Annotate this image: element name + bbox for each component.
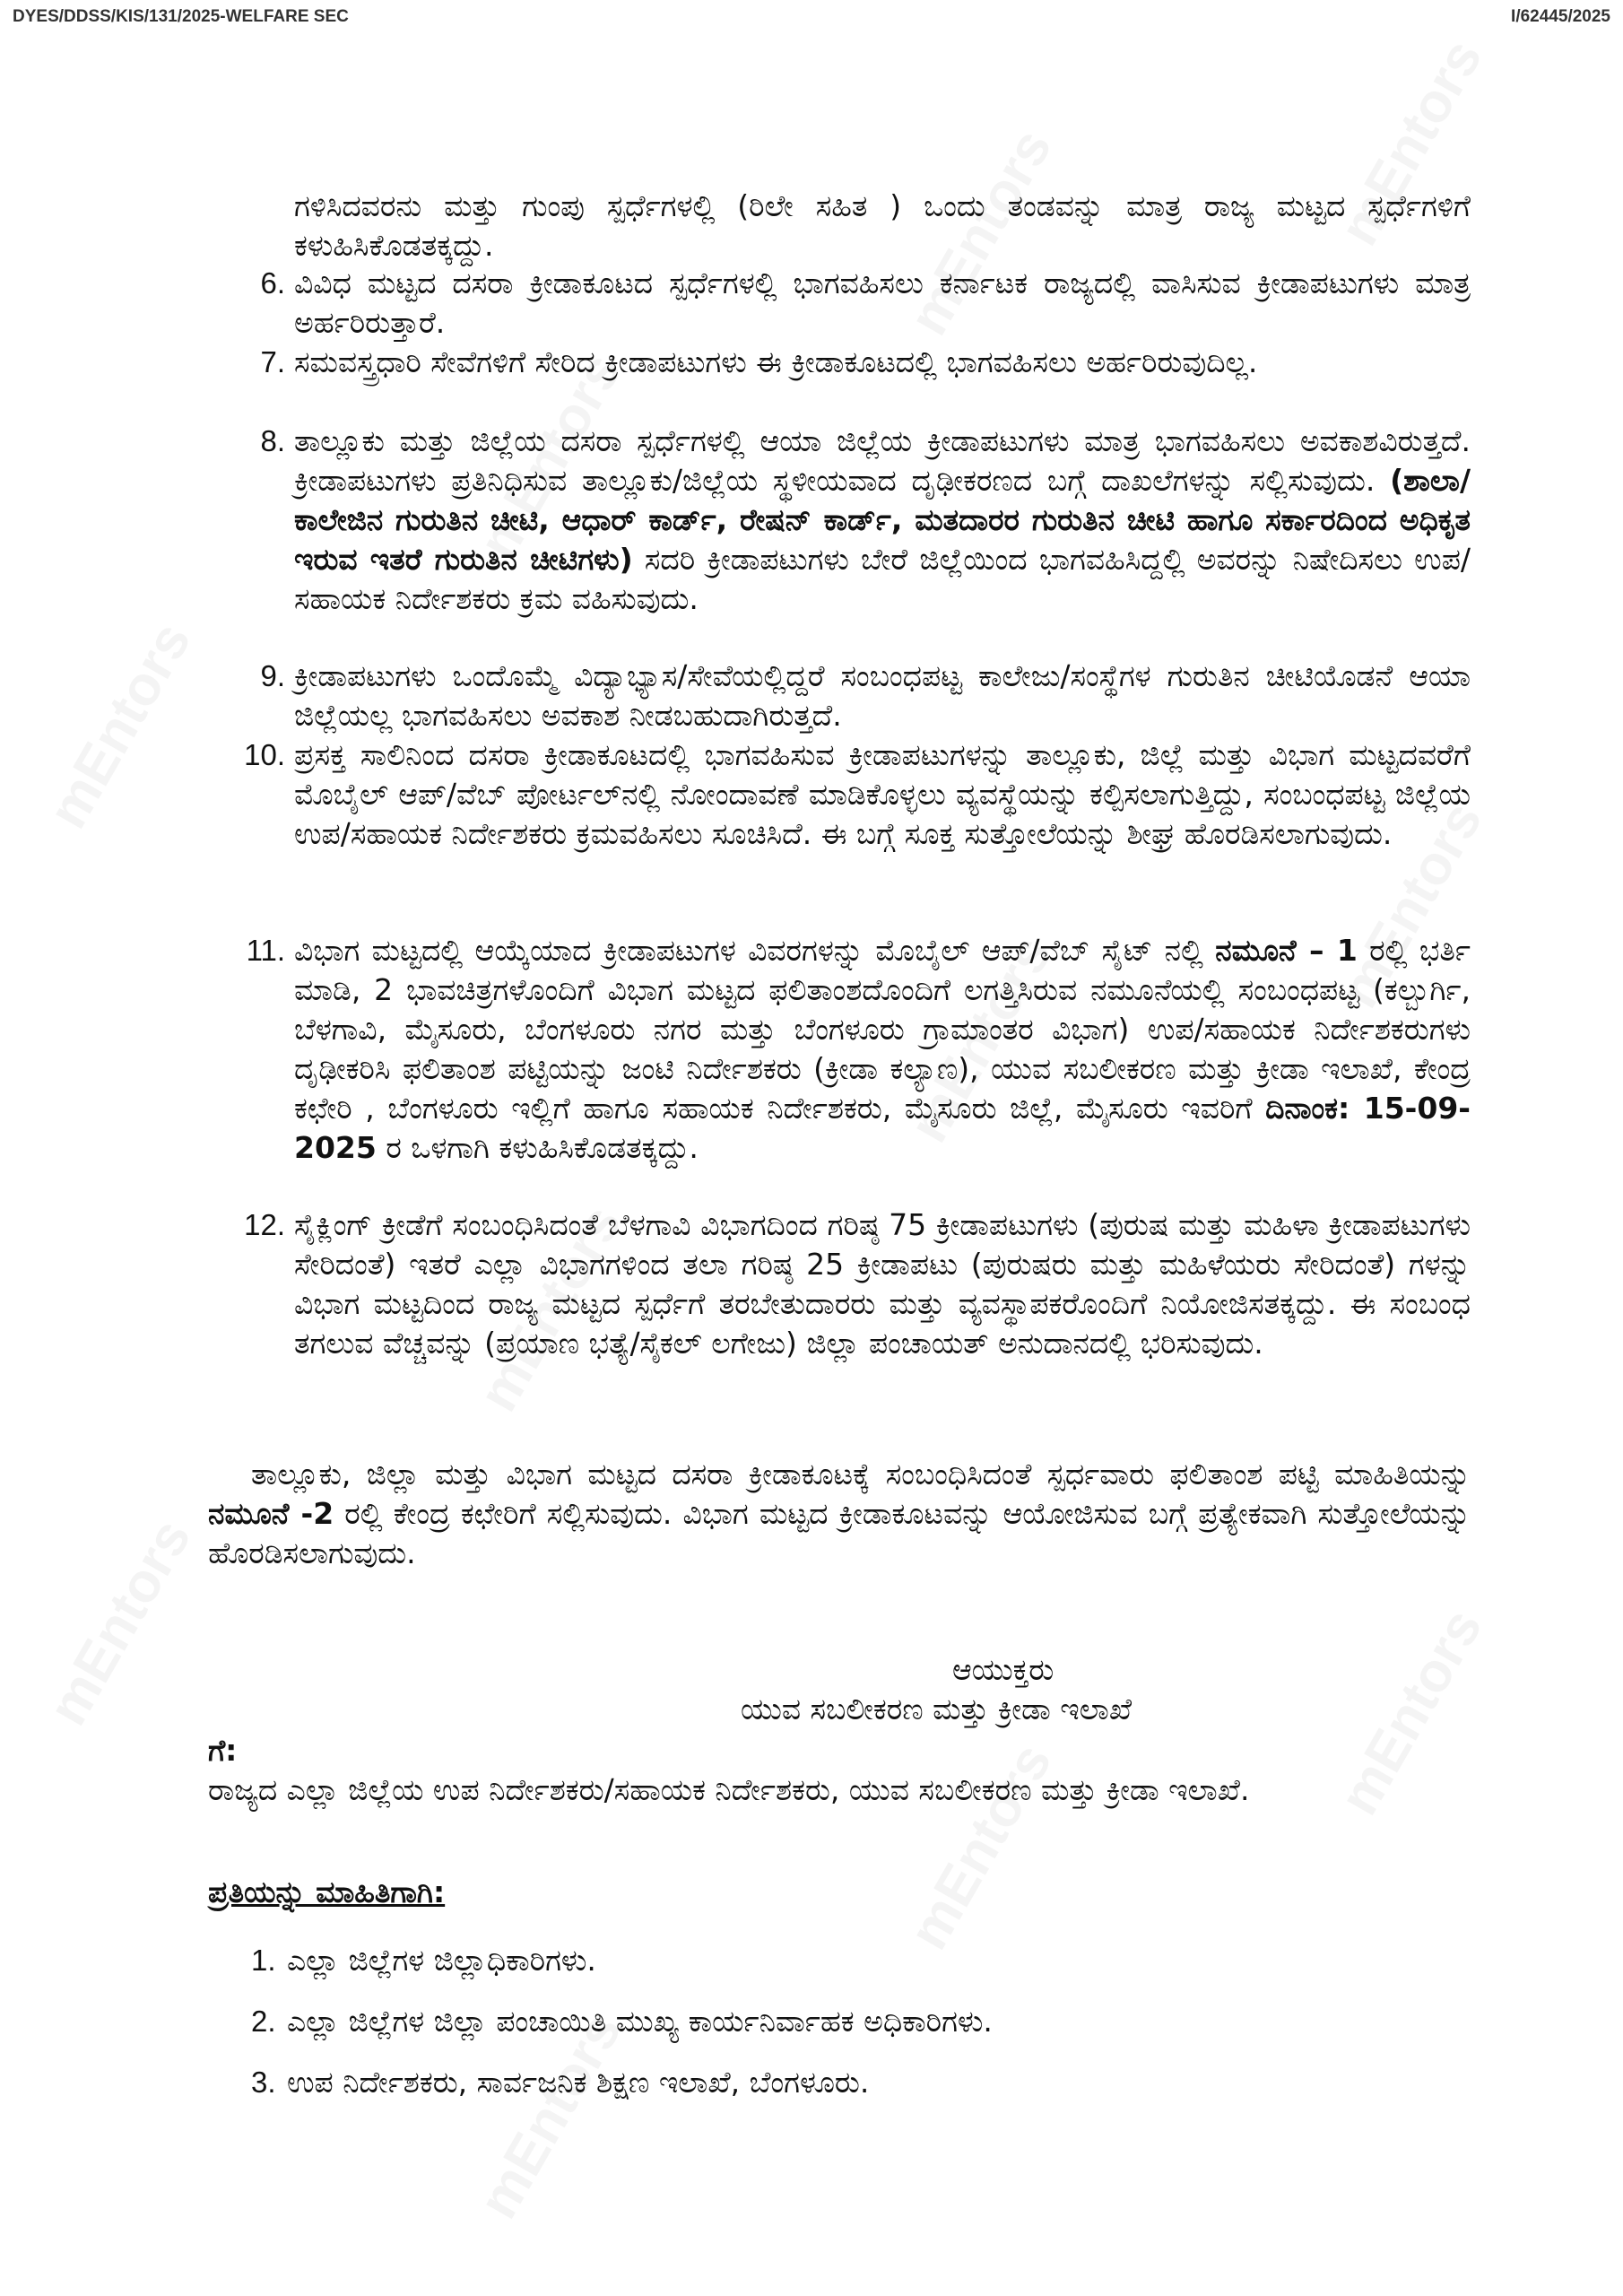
closing-paragraph — [208, 1455, 1471, 1573]
list-text-bold: (ಶಾಲಾ/ಕಾಲೇಜಿನ ಗುರುತಿನ ಚೀಟಿ, ಆಧಾರ್ ಕಾರ್ಡ್, ರೇಷನ್ ಕಾರ್ಡ್, ಮತದಾರರ ಗುರುತಿನ ಚೀಟಿ ಹಾಗೂ ಸರ್ಕಾರದಿಂದ ಅಧಿಕೃತ ಇರುವ ಇತರೆ ಗುರುತಿನ ಚೀಟಿಗಳು) — [294, 463, 1471, 577]
closing-text-bold: ನಮೂನೆ -2 — [208, 1496, 334, 1531]
signatory-title: ಆಯುಕ್ತರು — [952, 1652, 1055, 1687]
closing-text: ತಾಲ್ಲೂಕು, ಜಿಲ್ಲಾ ಮತ್ತು ವಿಭಾಗ ಮಟ್ಟದ ದಸರಾ ಕ್ರೀಡಾಕೂಟಕ್ಕೆ ಸಂಬಂಧಿಸಿದಂತೆ ಸ್ಪರ್ಧವಾರು ಫಲಿತಾಂಶ ಪಟ್ಟಿ ಮಾಹಿತಿಯನ್ನು — [251, 1457, 1471, 1492]
copy-text: ಎಲ್ಲಾ ಜಿಲ್ಲೆಗಳ ಜಿಲ್ಲಾಧಿಕಾರಿಗಳು. — [287, 1943, 596, 1978]
list-text: ಸಮವಸ್ತ್ರಧಾರಿ ಸೇವೆಗಳಿಗೆ ಸೇರಿದ ಕ್ರೀಡಾಪಟುಗಳು ಈ ಕ್ರೀಡಾಕೂಟದಲ್ಲಿ ಭಾಗವಹಿಸಲು ಅರ್ಹರಿರುವುದಿಲ್ಲ. — [294, 344, 1258, 379]
to-recipients: ರಾಜ್ಯದ ಎಲ್ಲಾ ಜಿಲ್ಲೆಯ ಉಪ ನಿರ್ದೇಶಕರು/ಸಹಾಯಕ ನಿರ್ದೇಶಕರು, ಯುವ ಸಬಲೀಕರಣ ಮತ್ತು ಕ್ರೀಡಾ ಇಲಾಖೆ. — [208, 1772, 1250, 1807]
copy-item — [251, 2002, 1453, 2041]
copy-item — [251, 2063, 1453, 2102]
list-number: 12. — [244, 1208, 285, 1241]
list-number: 7. — [260, 345, 285, 378]
list-item-11 — [246, 931, 1471, 1168]
list-item-12 — [244, 1205, 1471, 1363]
copy-item — [251, 1941, 1453, 1980]
list-item-7 — [260, 343, 1471, 382]
inward-number: I/62445/2025 — [1511, 7, 1610, 26]
list-item-9 — [260, 657, 1471, 735]
copy-label: ಪ್ರತಿಯನ್ನು ಮಾಹಿತಿಗಾಗಿ: — [208, 1874, 446, 1909]
list-item-10 — [244, 735, 1471, 854]
list-number: 9. — [260, 659, 285, 692]
to-label: ಗೆ: — [208, 1733, 238, 1768]
list-text: ಕ್ರೀಡಾಪಟುಗಳು ಒಂದೊಮ್ಮೆ ವಿದ್ಯಾಭ್ಯಾಸ/ಸೇವೆಯಲ್ಲಿದ್ದರೆ ಸಂಬಂಧಪಟ್ಟ ಕಾಲೇಜು/ಸಂಸ್ಥೆಗಳ ಗುರುತಿನ ಚೀಟಿಯೊಡನೆ ಆಯಾ ಜಿಲ್ಲೆಯಲ್ಲ ಭಾಗವಹಿಸಲು ಅವಕಾಶ ನೀಡಬಹುದಾಗಿರುತ್ತದೆ. — [294, 658, 1471, 733]
copy-text: ಉಪ ನಿರ್ದೇಶಕರು, ಸಾರ್ವಜನಿಕ ಶಿಕ್ಷಣ ಇಲಾಖೆ, ಬೆಂಗಳೂರು. — [287, 2065, 870, 2100]
list-item-8 — [260, 422, 1471, 619]
list-text-bold: ನಮೂನೆ – 1 — [1215, 933, 1358, 968]
list-text: ಸದರಿ ಕ್ರೀಡಾಪಟುಗಳು ಬೇರೆ ಜಿಲ್ಲೆಯಿಂದ ಭಾಗವಹಿಸಿದ್ದಲ್ಲಿ ಅವರನ್ನು ನಿಷೇದಿಸಲು ಉಪ/ಸಹಾಯಕ ನಿರ್ದೇಶಕರು ಕ್ರಮ ವಹಿಸುವುದು. — [294, 542, 1471, 616]
copy-number: 2. — [251, 2005, 276, 2038]
list-number: 8. — [260, 424, 285, 457]
intro-continuation: ಗಳಿಸಿದವರನು ಮತ್ತು ಗುಂಪು ಸ್ಪರ್ಧೆಗಳಲ್ಲಿ (ರಿಲೇ ಸಹಿತ ) ಒಂದು ತಂಡವನ್ನು ಮಾತ್ರ ರಾಜ್ಯ ಮಟ್ಟದ ಸ್ಪರ್ಧೆಗಳಿಗೆ ಕಳುಹಿಸಿಕೊಡತಕ್ಕದ್ದು. — [294, 188, 1471, 263]
copy-number: 1. — [251, 1944, 276, 1977]
list-text: ಪ್ರಸಕ್ತ ಸಾಲಿನಿಂದ ದಸರಾ ಕ್ರೀಡಾಕೂಟದಲ್ಲಿ ಭಾಗವಹಿಸುವ ಕ್ರೀಡಾಪಟುಗಳನ್ನು ತಾಲ್ಲೂಕು, ಜಿಲ್ಲೆ ಮತ್ತು ವಿಭಾಗ ಮಟ್ಟದವರೆಗೆ ಮೊಬೈಲ್ ಆಪ್/ವೆಬ್ ಪೋರ್ಟಲ್‌ನಲ್ಲಿ ನೋಂದಾವಣೆ ಮಾಡಿಕೊಳ್ಳಲು ವ್ಯವಸ್ಥೆಯನ್ನು ಕಲ್ಪಿಸಲಾಗುತ್ತಿದ್ದು, ಸಂಬಂಧಪಟ್ಟ ಜಿಲ್ಲೆಯ ಉಪ/ಸಹಾಯಕ ನಿರ್ದೇಶಕರು ಕ್ರಮವಹಿಸಲು ಸೂಚಿಸಿದೆ. ಈ ಬಗ್ಗೆ ಸೂಕ್ತ ಸುತ್ತೋಲೆಯನ್ನು ಶೀಘ್ರ ಹೊರಡಿಸಲಾಗುವುದು. — [294, 737, 1471, 851]
list-number: 10. — [244, 738, 285, 771]
list-text-bold: ದಿನಾಂಕ: 15-09-2025 — [294, 1091, 1471, 1165]
reference-number: DYES/DDSS/KIS/131/2025-WELFARE SEC — [13, 7, 349, 26]
list-text: ವಿಭಾಗ ಮಟ್ಟದಲ್ಲಿ ಆಯ್ಕೆಯಾದ ಕ್ರೀಡಾಪಟುಗಳ ವಿವರಗಳನ್ನು ಮೊಬೈಲ್ ಆಪ್/ವೆಬ್ ಸೈಟ್ ನಲ್ಲಿ — [294, 933, 1216, 968]
list-number: 11. — [246, 934, 285, 967]
list-text: ರ ಒಳಗಾಗಿ ಕಳುಹಿಸಿಕೊಡತಕ್ಕದ್ದು. — [376, 1130, 699, 1165]
copy-number: 3. — [251, 2066, 276, 2099]
signatory-department: ಯುವ ಸಬಲೀಕರಣ ಮತ್ತು ಕ್ರೀಡಾ ಇಲಾಖೆ — [741, 1692, 1133, 1726]
list-text: ವಿವಿಧ ಮಟ್ಟದ ದಸರಾ ಕ್ರೀಡಾಕೂಟದ ಸ್ಪರ್ಧೆಗಳಲ್ಲಿ ಭಾಗವಹಿಸಲು ಕರ್ನಾಟಕ ರಾಜ್ಯದಲ್ಲಿ ವಾಸಿಸುವ ಕ್ರೀಡಾಪಟುಗಳು ಮಾತ್ರ ಅರ್ಹರಿರುತ್ತಾರೆ. — [294, 265, 1471, 340]
list-text: ರಲ್ಲಿ ಭರ್ತಿ ಮಾಡಿ, 2 ಭಾವಚಿತ್ರಗಳೊಂದಿಗೆ ವಿಭಾಗ ಮಟ್ಟದ ಫಲಿತಾಂಶದೊಂದಿಗೆ ಲಗತ್ತಿಸಿರುವ ನಮೂನೆಯಲ್ಲಿ ಸಂಬಂಧಪಟ್ಟ (ಕಲ್ಬುರ್ಗಿ, ಬೆಳಗಾವಿ, ಮೈಸೂರು, ಬೆಂಗಳೂರು ನಗರ ಮತ್ತು ಬೆಂಗಳೂರು ಗ್ರಾಮಾಂತರ ವಿಭಾಗ) ಉಪ/ಸಹಾಯಕ ನಿರ್ದೇಶಕರುಗಳು ದೃಢೀಕರಿಸಿ ಫಲಿತಾಂಶ ಪಟ್ಟಿಯನ್ನು ಜಂಟಿ ನಿರ್ದೇಶಕರು (ಕ್ರೀಡಾ ಕಲ್ಯಾಣ), ಯುವ ಸಬಲೀಕರಣ ಮತ್ತು ಕ್ರೀಡಾ ಇಲಾಖೆ, ಕೇಂದ್ರ ಕಛೇರಿ , ಬೆಂಗಳೂರು ಇಲ್ಲಿಗೆ ಹಾಗೂ ಸಹಾಯಕ ನಿರ್ದೇಶಕರು, ಮೈಸೂರು ಜಿಲ್ಲೆ, ಮೈಸೂರು ಇವರಿಗೆ — [294, 933, 1471, 1126]
list-number: 6. — [260, 266, 285, 300]
list-item-6 — [260, 264, 1471, 343]
list-text: ಸೈಕ್ಲಿಂಗ್ ಕ್ರೀಡೆಗೆ ಸಂಬಂಧಿಸಿದಂತೆ ಬೆಳಗಾವಿ ವಿಭಾಗದಿಂದ ಗರಿಷ್ಠ 75 ಕ್ರೀಡಾಪಟುಗಳು (ಪುರುಷ ಮತ್ತು ಮಹಿಳಾ ಕ್ರೀಡಾಪಟುಗಳು ಸೇರಿದಂತೆ) ಇತರೆ ಎಲ್ಲಾ ವಿಭಾಗಗಳಿಂದ ತಲಾ ಗರಿಷ್ಠ 25 ಕ್ರೀಡಾಪಟು (ಪುರುಷರು ಮತ್ತು ಮಹಿಳೆಯರು ಸೇರಿದಂತೆ) ಗಳನ್ನು ವಿಭಾಗ ಮಟ್ಟದಿಂದ ರಾಜ್ಯ ಮಟ್ಟದ ಸ್ಪರ್ಧೆಗೆ ತರಬೇತುದಾರರು ಮತ್ತು ವ್ಯವಸ್ಥಾಪಕರೊಂದಿಗೆ ನಿಯೋಜಿಸತಕ್ಕದ್ದು. ಈ ಸಂಬಂಧ ತಗಲುವ ವೆಚ್ಚವನ್ನು (ಪ್ರಯಾಣ ಭತ್ಯೆ/ಸೈಕಲ್ ಲಗೇಜು) ಜಿಲ್ಲಾ ಪಂಚಾಯತ್ ಅನುದಾನದಲ್ಲಿ ಭರಿಸುವುದು. — [294, 1207, 1471, 1361]
closing-text: ರಲ್ಲಿ ಕೇಂದ್ರ ಕಛೇರಿಗೆ ಸಲ್ಲಿಸುವುದು. ವಿಭಾಗ ಮಟ್ಟದ ಕ್ರೀಡಾಕೂಟವನ್ನು ಆಯೋಜಿಸುವ ಬಗ್ಗೆ ಪ್ರತ್ಯೇಕವಾಗಿ ಸುತ್ತೋಲೆಯನ್ನು ಹೊರಡಿಸಲಾಗುವುದು. — [208, 1496, 1471, 1570]
copy-text: ಎಲ್ಲಾ ಜಿಲ್ಲೆಗಳ ಜಿಲ್ಲಾ ಪಂಚಾಯಿತಿ ಮುಖ್ಯ ಕಾರ್ಯನಿರ್ವಾಹಕ ಅಧಿಕಾರಿಗಳು. — [287, 2004, 993, 2039]
list-text: ತಾಲ್ಲೂಕು ಮತ್ತು ಜಿಲ್ಲೆಯ ದಸರಾ ಸ್ಪರ್ಧೆಗಳಲ್ಲಿ ಆಯಾ ಜಿಲ್ಲೆಯ ಕ್ರೀಡಾಪಟುಗಳು ಮಾತ್ರ ಭಾಗವಹಿಸಲು ಅವಕಾಶವಿರುತ್ತದೆ. ಕ್ರೀಡಾಪಟುಗಳು ಪ್ರತಿನಿಧಿಸುವ ತಾಲ್ಲೂಕು/ಜಿಲ್ಲೆಯ ಸ್ಥಳೀಯವಾದ ದೃಢೀಕರಣದ ಬಗ್ಗೆ ದಾಖಲೆಗಳನ್ನು ಸಲ್ಲಿಸುವುದು. — [294, 423, 1471, 498]
